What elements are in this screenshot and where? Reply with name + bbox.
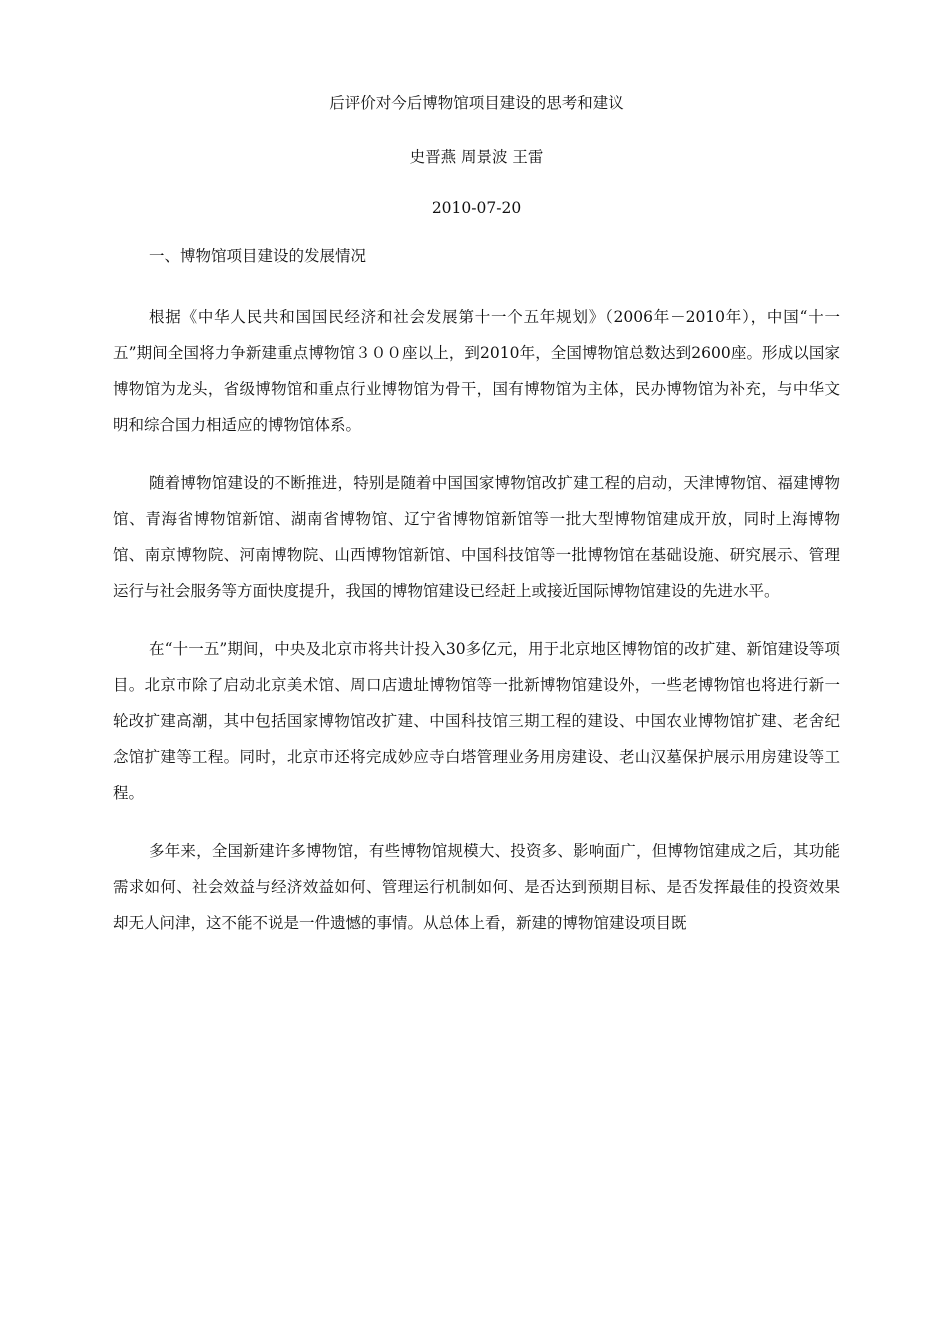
paragraph-1: 根据《中华人民共和国国民经济和社会发展第十一个五年规划》（2006年－2010年），中国“十一五”期间全国将力争新建重点博物馆３００座以上，到2010年，全国博物馆总数达到2600座。形成以国家博物馆为龙头，省级博物馆和重点行业博物馆为骨干，国有博物馆为主体，民办博物馆为补充，与中华文明和综合国力相适应的博物馆体系。	[113, 308, 840, 434]
paragraph-3: 在“十一五”期间，中央及北京市将共计投入30多亿元，用于北京地区博物馆的改扩建、新馆建设等项目。北京市除了启动北京美术馆、周口店遗址博物馆等一批新博物馆建设外，一些老博物馆也将进行新一轮改扩建高潮，其中包括国家博物馆改扩建、中国科技馆三期工程的建设、中国农业博物馆扩建、老舍纪念馆扩建等工程。同时，北京市还将完成妙应寺白塔管理业务用房建设、老山汉墓保护展示用房建设等工程。	[113, 640, 840, 802]
section-heading: 一、博物馆项目建设的发展情况	[149, 247, 367, 265]
paragraph-2: 随着博物馆建设的不断推进，特别是随着中国国家博物馆改扩建工程的启动，天津博物馆、福建博物馆、青海省博物馆新馆、湖南省博物馆、辽宁省博物馆新馆等一批大型博物馆建成开放，同时上海博物馆、南京博物院、河南博物院、山西博物馆新馆、中国科技馆等一批博物馆在基础设施、研究展示、管理运行与社会服务等方面快度提升，我国的博物馆建设已经赶上或接近国际博物馆建设的先进水平。	[113, 474, 840, 600]
document-title: 后评价对今后博物馆项目建设的思考和建议	[329, 94, 624, 112]
document-page	[113, 88, 840, 941]
document-authors: 史晋燕 周景波 王雷	[409, 148, 544, 166]
document-date: 2010-07-20	[431, 199, 522, 217]
paragraph-4: 多年来，全国新建许多博物馆，有些博物馆规模大、投资多、影响面广，但博物馆建成之后，其功能需求如何、社会效益与经济效益如何、管理运行机制如何、是否达到预期目标、是否发挥最佳的投资效果却无人问津，这不能不说是一件遗憾的事情。从总体上看，新建的博物馆建设项目既	[113, 842, 840, 932]
